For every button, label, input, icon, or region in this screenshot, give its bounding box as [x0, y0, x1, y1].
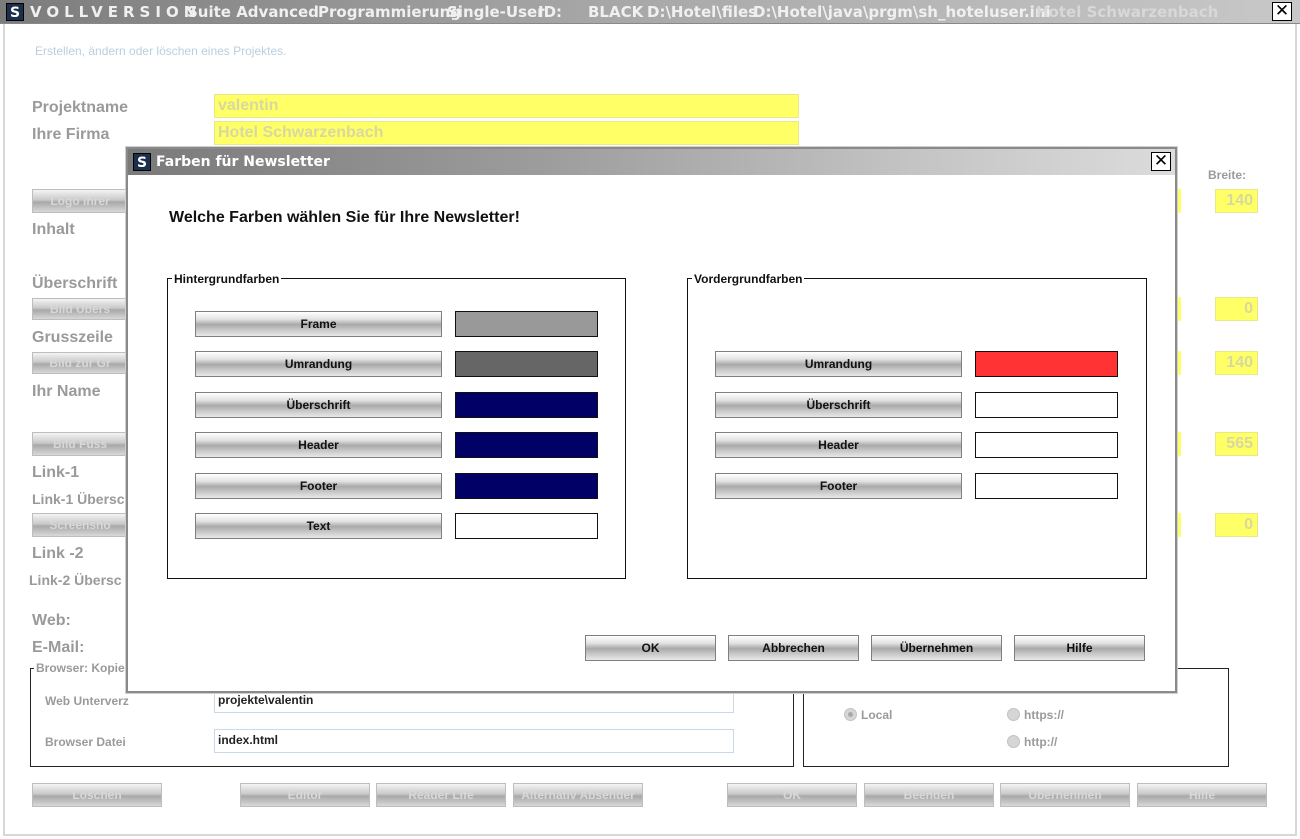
dialog-app-logo-icon: S: [133, 153, 151, 171]
bg-ueberschrift-swatch[interactable]: [455, 392, 598, 418]
colors-dialog: [126, 147, 1177, 693]
editor-button[interactable]: Editor: [240, 783, 370, 807]
title-edition: Suite Advanced: [187, 3, 319, 21]
field-edge: [1177, 513, 1181, 537]
foreground-colors-title: Vordergrundfarben: [694, 272, 803, 286]
title-license: VOLLVERSION: [30, 3, 202, 21]
web-unterverz-label: Web Unterverz: [45, 694, 129, 708]
bild-fuss-button[interactable]: Bild Fuss: [32, 432, 128, 456]
fg-header-swatch[interactable]: [975, 432, 1118, 458]
main-title-bar: [0, 0, 1300, 24]
logo-button[interactable]: Logo ihrer: [32, 189, 128, 213]
bg-text-swatch[interactable]: [455, 513, 598, 539]
fg-umrandung-swatch[interactable]: [975, 351, 1118, 377]
radio-http-label: http://: [1024, 735, 1058, 749]
radio-local-label: Local: [861, 708, 893, 722]
title-id-value: BLACK: [588, 3, 644, 21]
screenshot-button[interactable]: Screensho: [32, 513, 128, 537]
beenden-button[interactable]: Beenden: [864, 783, 994, 807]
bg-frame-swatch[interactable]: [455, 311, 598, 337]
background-colors-title: Hintergrundfarben: [174, 272, 280, 286]
name-label: Ihr Name: [32, 383, 101, 400]
browser-datei-label: Browser Datei: [45, 735, 126, 749]
breite-fuss-field[interactable]: 565: [1215, 432, 1258, 456]
radio-local[interactable]: [844, 708, 857, 721]
uebernehmen-button-main[interactable]: Übernehmen: [1000, 783, 1130, 807]
bild-ueberschrift-button[interactable]: Bild Übers: [32, 298, 128, 320]
breite-logo-field[interactable]: 140: [1215, 189, 1258, 213]
title-id-label: ID:: [538, 3, 563, 21]
bg-header-button[interactable]: Header: [195, 432, 442, 458]
field-edge: [1177, 297, 1181, 321]
form-hint: Erstellen, ändern oder löschen eines Projektes.: [35, 44, 287, 58]
radio-https-label: https://: [1024, 708, 1064, 722]
title-user-type: Single-User: [447, 3, 545, 21]
field-edge: [1177, 432, 1181, 456]
app-logo-icon: S: [6, 3, 24, 21]
web-unterverz-field[interactable]: projekte\valentin: [214, 689, 734, 713]
foreground-colors-group: [687, 278, 1147, 579]
projektname-field[interactable]: valentin: [214, 94, 799, 118]
link2-label: Link -2: [32, 545, 84, 562]
title-files-path: D:\Hotel\files: [647, 3, 758, 21]
dialog-hilfe-button[interactable]: Hilfe: [1014, 635, 1145, 661]
bg-frame-button[interactable]: Frame: [195, 311, 442, 337]
dialog-uebernehmen-button[interactable]: Übernehmen: [871, 635, 1002, 661]
bild-gruss-button[interactable]: Bild zur Gr: [32, 352, 128, 374]
field-edge: [1177, 351, 1181, 375]
window-close-icon[interactable]: ✕: [1272, 2, 1292, 21]
link2-ueberschrift-label: Link-2 Übersc: [29, 572, 122, 588]
web-label: Web:: [32, 612, 71, 629]
dialog-heading: Welche Farben wählen Sie für Ihre Newsletter!: [169, 209, 520, 226]
firma-field[interactable]: Hotel Schwarzenbach: [214, 121, 799, 145]
field-edge: [1177, 189, 1181, 213]
fg-footer-button[interactable]: Footer: [715, 473, 962, 499]
fg-ueberschrift-button[interactable]: Überschrift: [715, 392, 962, 418]
dialog-title: Farben für Newsletter: [156, 154, 330, 170]
breite-label: Breite:: [1208, 168, 1247, 182]
title-ini-path: D:\Hotel\java\prgm\sh_hoteluser.ini: [753, 3, 1051, 21]
breite-ueberschrift-field[interactable]: 0: [1215, 297, 1258, 321]
link1-label: Link-1: [32, 464, 80, 481]
firma-label: Ihre Firma: [32, 126, 110, 143]
bg-umrandung-swatch[interactable]: [455, 351, 598, 377]
breite-gruss-field[interactable]: 140: [1215, 351, 1258, 375]
ueberschrift-label: Überschrift: [32, 275, 118, 292]
projektname-label: Projektname: [32, 99, 129, 116]
bg-ueberschrift-button[interactable]: Überschrift: [195, 392, 442, 418]
dialog-abbrechen-button[interactable]: Abbrechen: [728, 635, 859, 661]
bg-header-swatch[interactable]: [455, 432, 598, 458]
radio-http[interactable]: [1007, 735, 1020, 748]
alternativ-absender-button[interactable]: Alternativ Absender: [513, 783, 643, 807]
bg-footer-swatch[interactable]: [455, 473, 598, 499]
reader-life-button[interactable]: Reader Life: [376, 783, 506, 807]
browser-group-title: Browser: Kopie: [36, 661, 125, 675]
inhalt-label: Inhalt: [32, 221, 75, 238]
dialog-title-bar: [128, 149, 1175, 175]
fg-header-button[interactable]: Header: [715, 432, 962, 458]
title-hotel: Hotel Schwarzenbach: [1036, 3, 1219, 21]
browser-datei-field[interactable]: index.html: [214, 729, 734, 753]
hilfe-button-main[interactable]: Hilfe: [1137, 783, 1267, 807]
grusszeile-label: Grusszeile: [32, 329, 113, 346]
link1-ueberschrift-label: Link-1 Übersc: [32, 491, 125, 507]
breite-screenshot-field[interactable]: 0: [1215, 513, 1258, 537]
fg-footer-swatch[interactable]: [975, 473, 1118, 499]
email-label: E-Mail:: [32, 639, 85, 656]
ok-button-main[interactable]: OK: [727, 783, 857, 807]
dialog-ok-button[interactable]: OK: [585, 635, 716, 661]
loeschen-button[interactable]: Löschen: [32, 783, 162, 807]
fg-ueberschrift-swatch[interactable]: [975, 392, 1118, 418]
bg-umrandung-button[interactable]: Umrandung: [195, 351, 442, 377]
bg-footer-button[interactable]: Footer: [195, 473, 442, 499]
dialog-close-icon[interactable]: ✕: [1151, 152, 1171, 171]
title-mode: Programmierung: [318, 3, 462, 21]
fg-umrandung-button[interactable]: Umrandung: [715, 351, 962, 377]
radio-https[interactable]: [1007, 708, 1020, 721]
bg-text-button[interactable]: Text: [195, 513, 442, 539]
